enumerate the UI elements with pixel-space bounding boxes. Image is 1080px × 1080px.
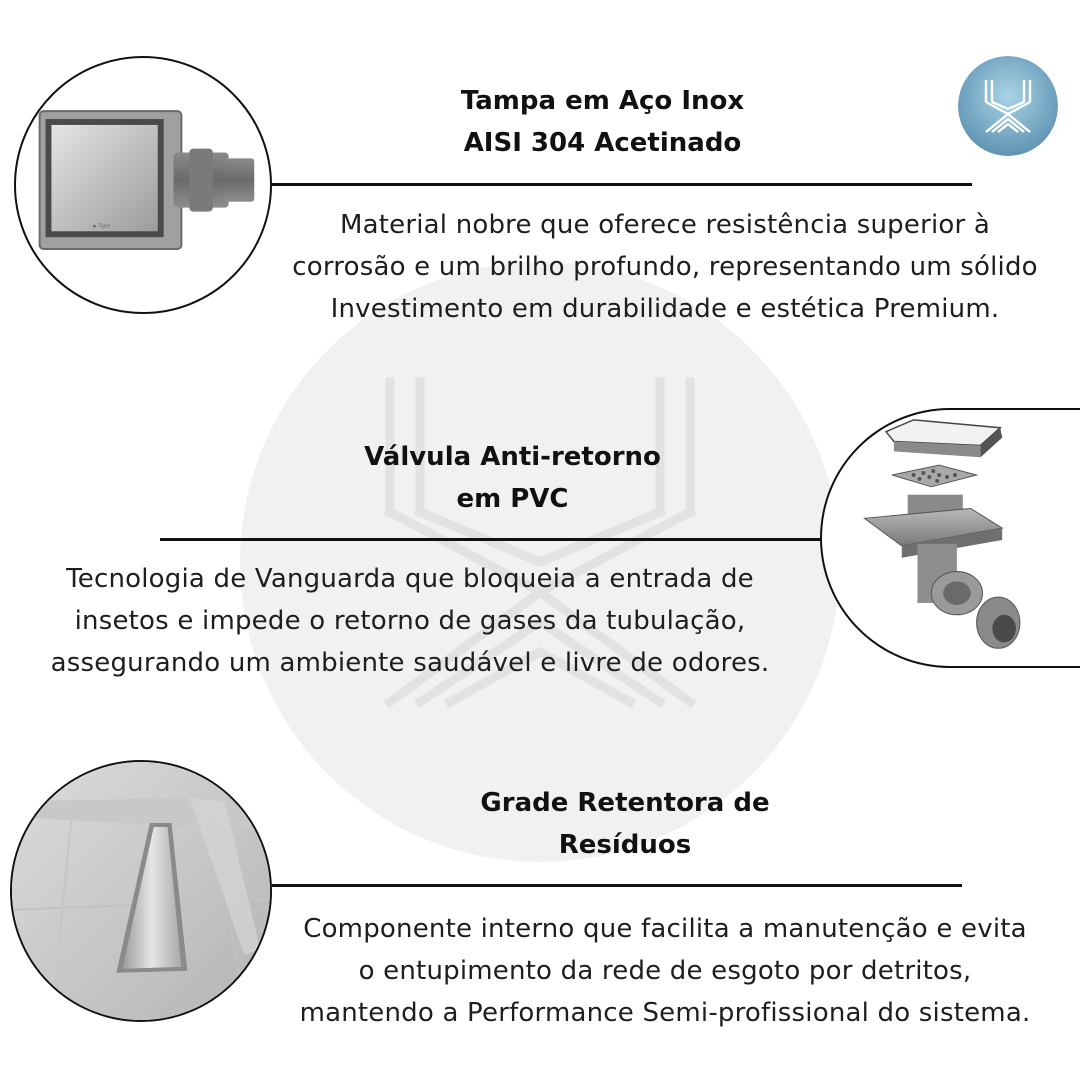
feature-1-description: Material nobre que oferece resistência superior à corrosão e um brilho profundo, representando um sólido Investimento em durabilidade e estética Premium.	[292, 210, 1038, 324]
brand-logo-icon	[958, 56, 1058, 156]
feature-3-image	[10, 760, 272, 1022]
feature-2-image	[820, 408, 1080, 668]
feature-2-title: Válvula Anti-retorno em PVC	[364, 442, 661, 514]
feature-3-description: Componente interno que facilita a manutenção e evita o entupimento da rede de esgoto por detritos, mantendo a Performance Semi-profissional do sistema.	[299, 914, 1031, 1028]
feature-3-title: Grade Retentora de Resíduos	[480, 788, 770, 860]
svg-text:▪ Tigre: ▪ Tigre	[92, 223, 110, 230]
feature-1-image	[14, 56, 272, 314]
feature-3-divider	[272, 884, 962, 887]
linear-drain-grate-icon	[12, 762, 270, 1020]
feature-1-title: Tampa em Aço Inox AISI 304 Acetinado	[460, 86, 745, 158]
exploded-drain-valve-icon	[822, 410, 1080, 666]
brand-logo	[958, 56, 1058, 156]
feature-2-divider	[160, 538, 822, 541]
feature-2-description: Tecnologia de Vanguarda que bloqueia a entrada de insetos e impede o retorno de gases da tubulação, assegurando um ambiente saudável e livre de odores.	[50, 564, 770, 678]
stainless-drain-cover-icon	[16, 58, 270, 312]
feature-1-divider	[272, 183, 972, 186]
